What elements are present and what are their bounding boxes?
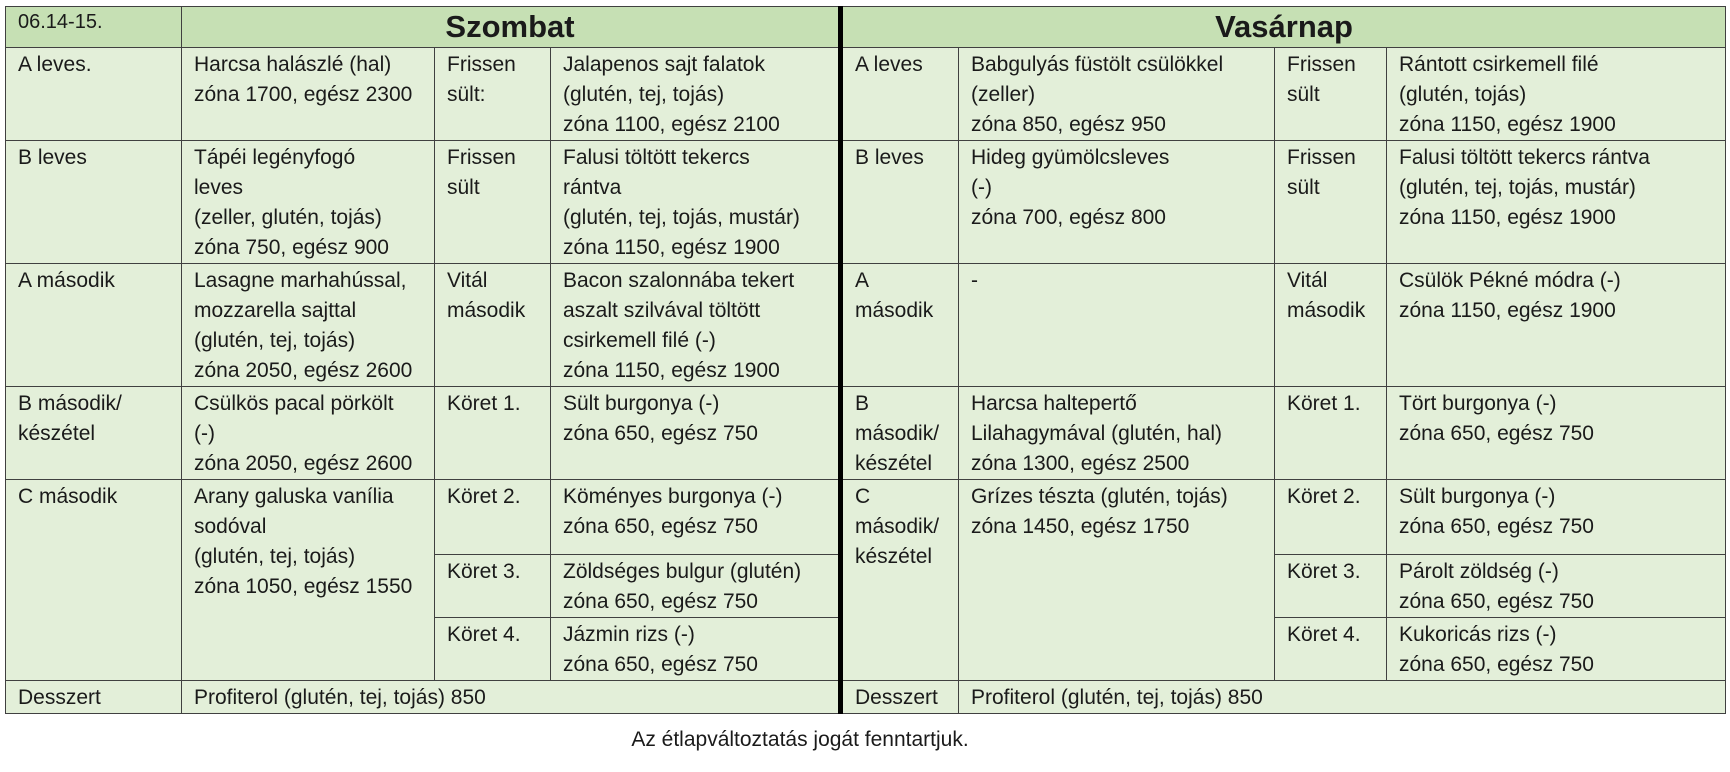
dessert-dish: Profiterol (glutén, tej, tojás) 850 (182, 681, 841, 714)
side-label: Frissen sült (435, 141, 551, 264)
side-dish: Sült burgonya (-) zóna 650, egész 750 (551, 387, 841, 480)
course-dish: Harcsa haltepertő Lilahagymával (glutén, hal) zóna 1300, egész 2500 (959, 387, 1275, 480)
side-label: Köret 3. (435, 555, 551, 618)
menu-row (6, 48, 1726, 141)
course-label: B második/ készétel (841, 387, 959, 480)
menu-table (5, 6, 1726, 714)
side-label: Köret 4. (435, 618, 551, 681)
side-label: Frissen sült (1275, 141, 1387, 264)
course-dish: Tápéi legényfogó leves (zeller, glutén, tojás) zóna 750, egész 900 (182, 141, 435, 264)
course-label: A leves. (6, 48, 182, 141)
dessert-row (6, 681, 1726, 714)
dessert-dish: Profiterol (glutén, tej, tojás) 850 (959, 681, 1726, 714)
course-dish: Arany galuska vanília sodóval (glutén, tej, tojás) zóna 1050, egész 1550 (182, 480, 435, 681)
side-dish: Csülök Pékné módra (-) zóna 1150, egész 1900 (1387, 264, 1726, 387)
side-dish: Sült burgonya (-) zóna 650, egész 750 (1387, 480, 1726, 555)
menu-date: 06.14-15. (6, 7, 182, 48)
side-label: Frissen sült: (435, 48, 551, 141)
side-dish: Jázmin rizs (-) zóna 650, egész 750 (551, 618, 841, 681)
footer-note: Az étlapváltoztatás jogát fenntartjuk. (631, 728, 969, 751)
course-label: B leves (6, 141, 182, 264)
side-dish: Zöldséges bulgur (glutén) zóna 650, egész 750 (551, 555, 841, 618)
course-dish: Harcsa halászlé (hal) zóna 1700, egész 2300 (182, 48, 435, 141)
header-row (6, 7, 1726, 48)
side-label: Köret 3. (1275, 555, 1387, 618)
course-label: C második (6, 480, 182, 681)
course-label: B második/ készétel (6, 387, 182, 480)
side-dish: Falusi töltött tekercs rántva (glutén, tej, tojás, mustár) zóna 1150, egész 1900 (551, 141, 841, 264)
course-label: B leves (841, 141, 959, 264)
side-dish: Tört burgonya (-) zóna 650, egész 750 (1387, 387, 1726, 480)
side-label: Köret 1. (435, 387, 551, 480)
course-dish: - (959, 264, 1275, 387)
course-dish: Grízes tészta (glutén, tojás) zóna 1450, egész 1750 (959, 480, 1275, 681)
course-dish: Lasagne marhahússal, mozzarella sajttal (glutén, tej, tojás) zóna 2050, egész 2600 (182, 264, 435, 387)
course-dish: Hideg gyümölcsleves (-) zóna 700, egész 800 (959, 141, 1275, 264)
side-label: Köret 4. (1275, 618, 1387, 681)
course-label: C második/ készétel (841, 480, 959, 681)
side-dish: Köményes burgonya (-) zóna 650, egész 750 (551, 480, 841, 555)
dessert-label: Desszert (841, 681, 959, 714)
menu-row (6, 387, 1726, 480)
menu-row (6, 480, 1726, 555)
side-label: Köret 2. (435, 480, 551, 555)
course-label: A második (6, 264, 182, 387)
side-dish: Rántott csirkemell filé (glutén, tojás) zóna 1150, egész 1900 (1387, 48, 1726, 141)
side-dish: Falusi töltött tekercs rántva (glutén, tej, tojás, mustár) zóna 1150, egész 1900 (1387, 141, 1726, 264)
side-label: Köret 1. (1275, 387, 1387, 480)
course-label: A második (841, 264, 959, 387)
course-dish: Csülkös pacal pörkölt (-) zóna 2050, egész 2600 (182, 387, 435, 480)
side-label: Frissen sült (1275, 48, 1387, 141)
course-label: A leves (841, 48, 959, 141)
side-label: Vitál második (435, 264, 551, 387)
menu-row (6, 264, 1726, 387)
menu-row (6, 141, 1726, 264)
side-dish: Párolt zöldség (-) zóna 650, egész 750 (1387, 555, 1726, 618)
side-dish: Jalapenos sajt falatok (glutén, tej, tojás) zóna 1100, egész 2100 (551, 48, 841, 141)
side-label: Vitál második (1275, 264, 1387, 387)
course-dish: Babgulyás füstölt csülökkel (zeller) zóna 850, egész 950 (959, 48, 1275, 141)
side-dish: Bacon szalonnába tekert aszalt szilvával töltött csirkemell filé (-) zóna 1150, egész 1900 (551, 264, 841, 387)
saturday-title: Szombat (182, 7, 841, 48)
side-label: Köret 2. (1275, 480, 1387, 555)
dessert-label: Desszert (6, 681, 182, 714)
sunday-title: Vasárnap (841, 7, 1726, 48)
side-dish: Kukoricás rizs (-) zóna 650, egész 750 (1387, 618, 1726, 681)
